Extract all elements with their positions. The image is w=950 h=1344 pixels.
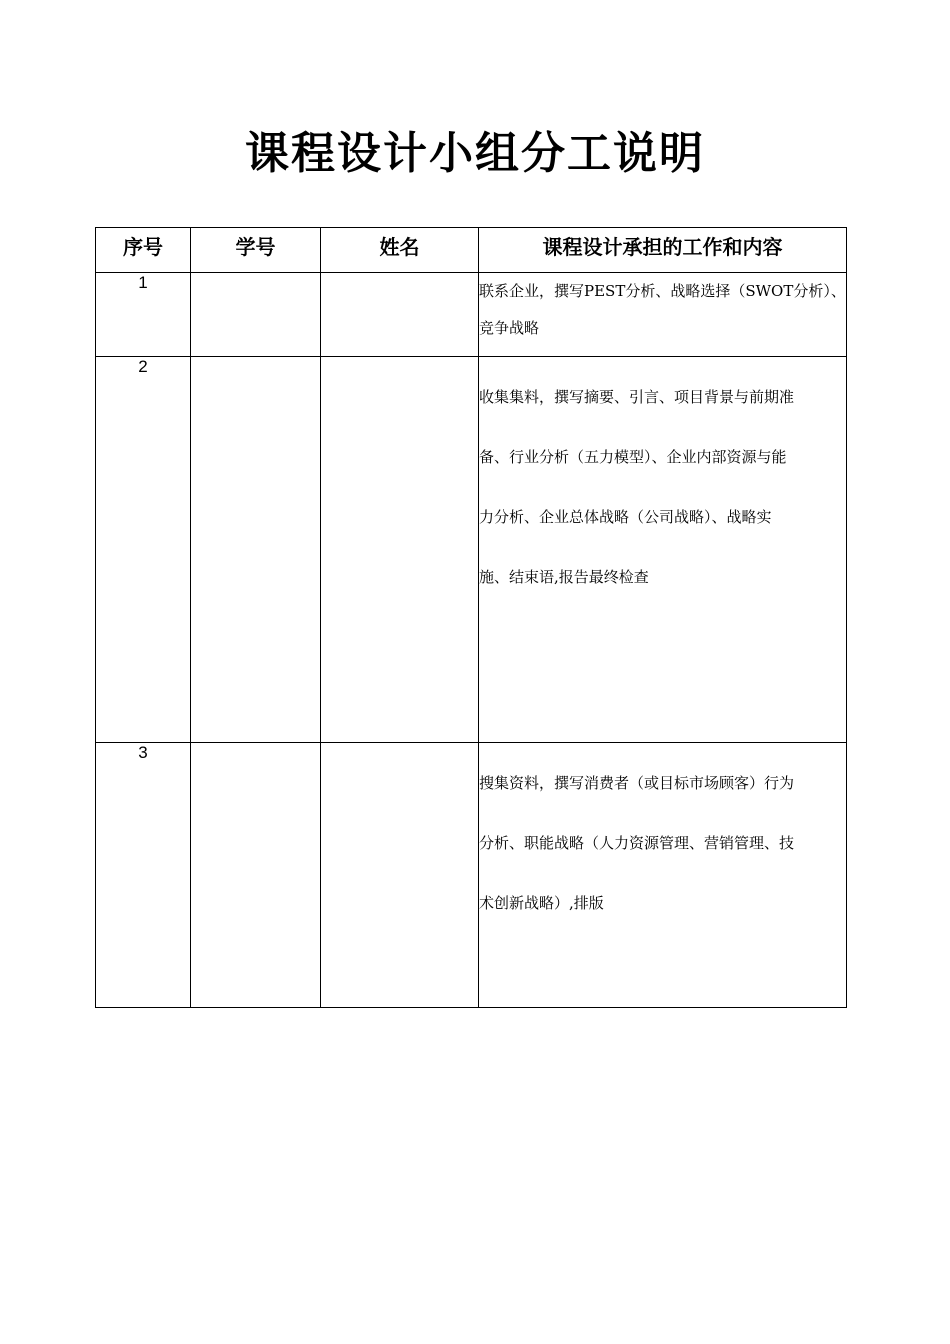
task-cell — [479, 743, 847, 1008]
table-row — [96, 357, 847, 743]
student-id-cell — [191, 273, 321, 357]
header-task: 课程设计承担的工作和内容 — [479, 228, 847, 273]
student-id-cell — [191, 743, 321, 1008]
name-cell — [321, 273, 479, 357]
task-text: 搜集资料，撰写消费者（或目标市场顾客）行为分析、职能战略（人力资源管理、营销管理、技术创新战略）,排版 — [479, 774, 795, 912]
row-number: 2 — [96, 357, 191, 743]
task-cell — [479, 357, 847, 743]
table-row — [96, 273, 847, 357]
task-text: 联系企业，撰写PEST分析、战略选择（SWOT分析）、竞争战略 — [479, 282, 846, 337]
task-text: 收集集料，撰写摘要、引言、项目背景与前期准备、行业分析（五力模型）、企业内部资源与能力分析、企业总体战略（公司战略）、战略实施、结束语,报告最终检查 — [479, 388, 795, 586]
name-cell — [321, 743, 479, 1008]
task-cell — [479, 273, 847, 357]
row-number: 1 — [96, 273, 191, 357]
name-cell — [321, 357, 479, 743]
table-header-row — [96, 228, 847, 273]
page-title: 课程设计小组分工说明 — [245, 128, 705, 179]
row-number: 3 — [96, 743, 191, 1008]
header-student-id: 学号 — [191, 228, 321, 273]
table-row — [96, 743, 847, 1008]
header-name: 姓名 — [321, 228, 479, 273]
header-no: 序号 — [96, 228, 191, 273]
division-table — [95, 227, 847, 1008]
student-id-cell — [191, 357, 321, 743]
